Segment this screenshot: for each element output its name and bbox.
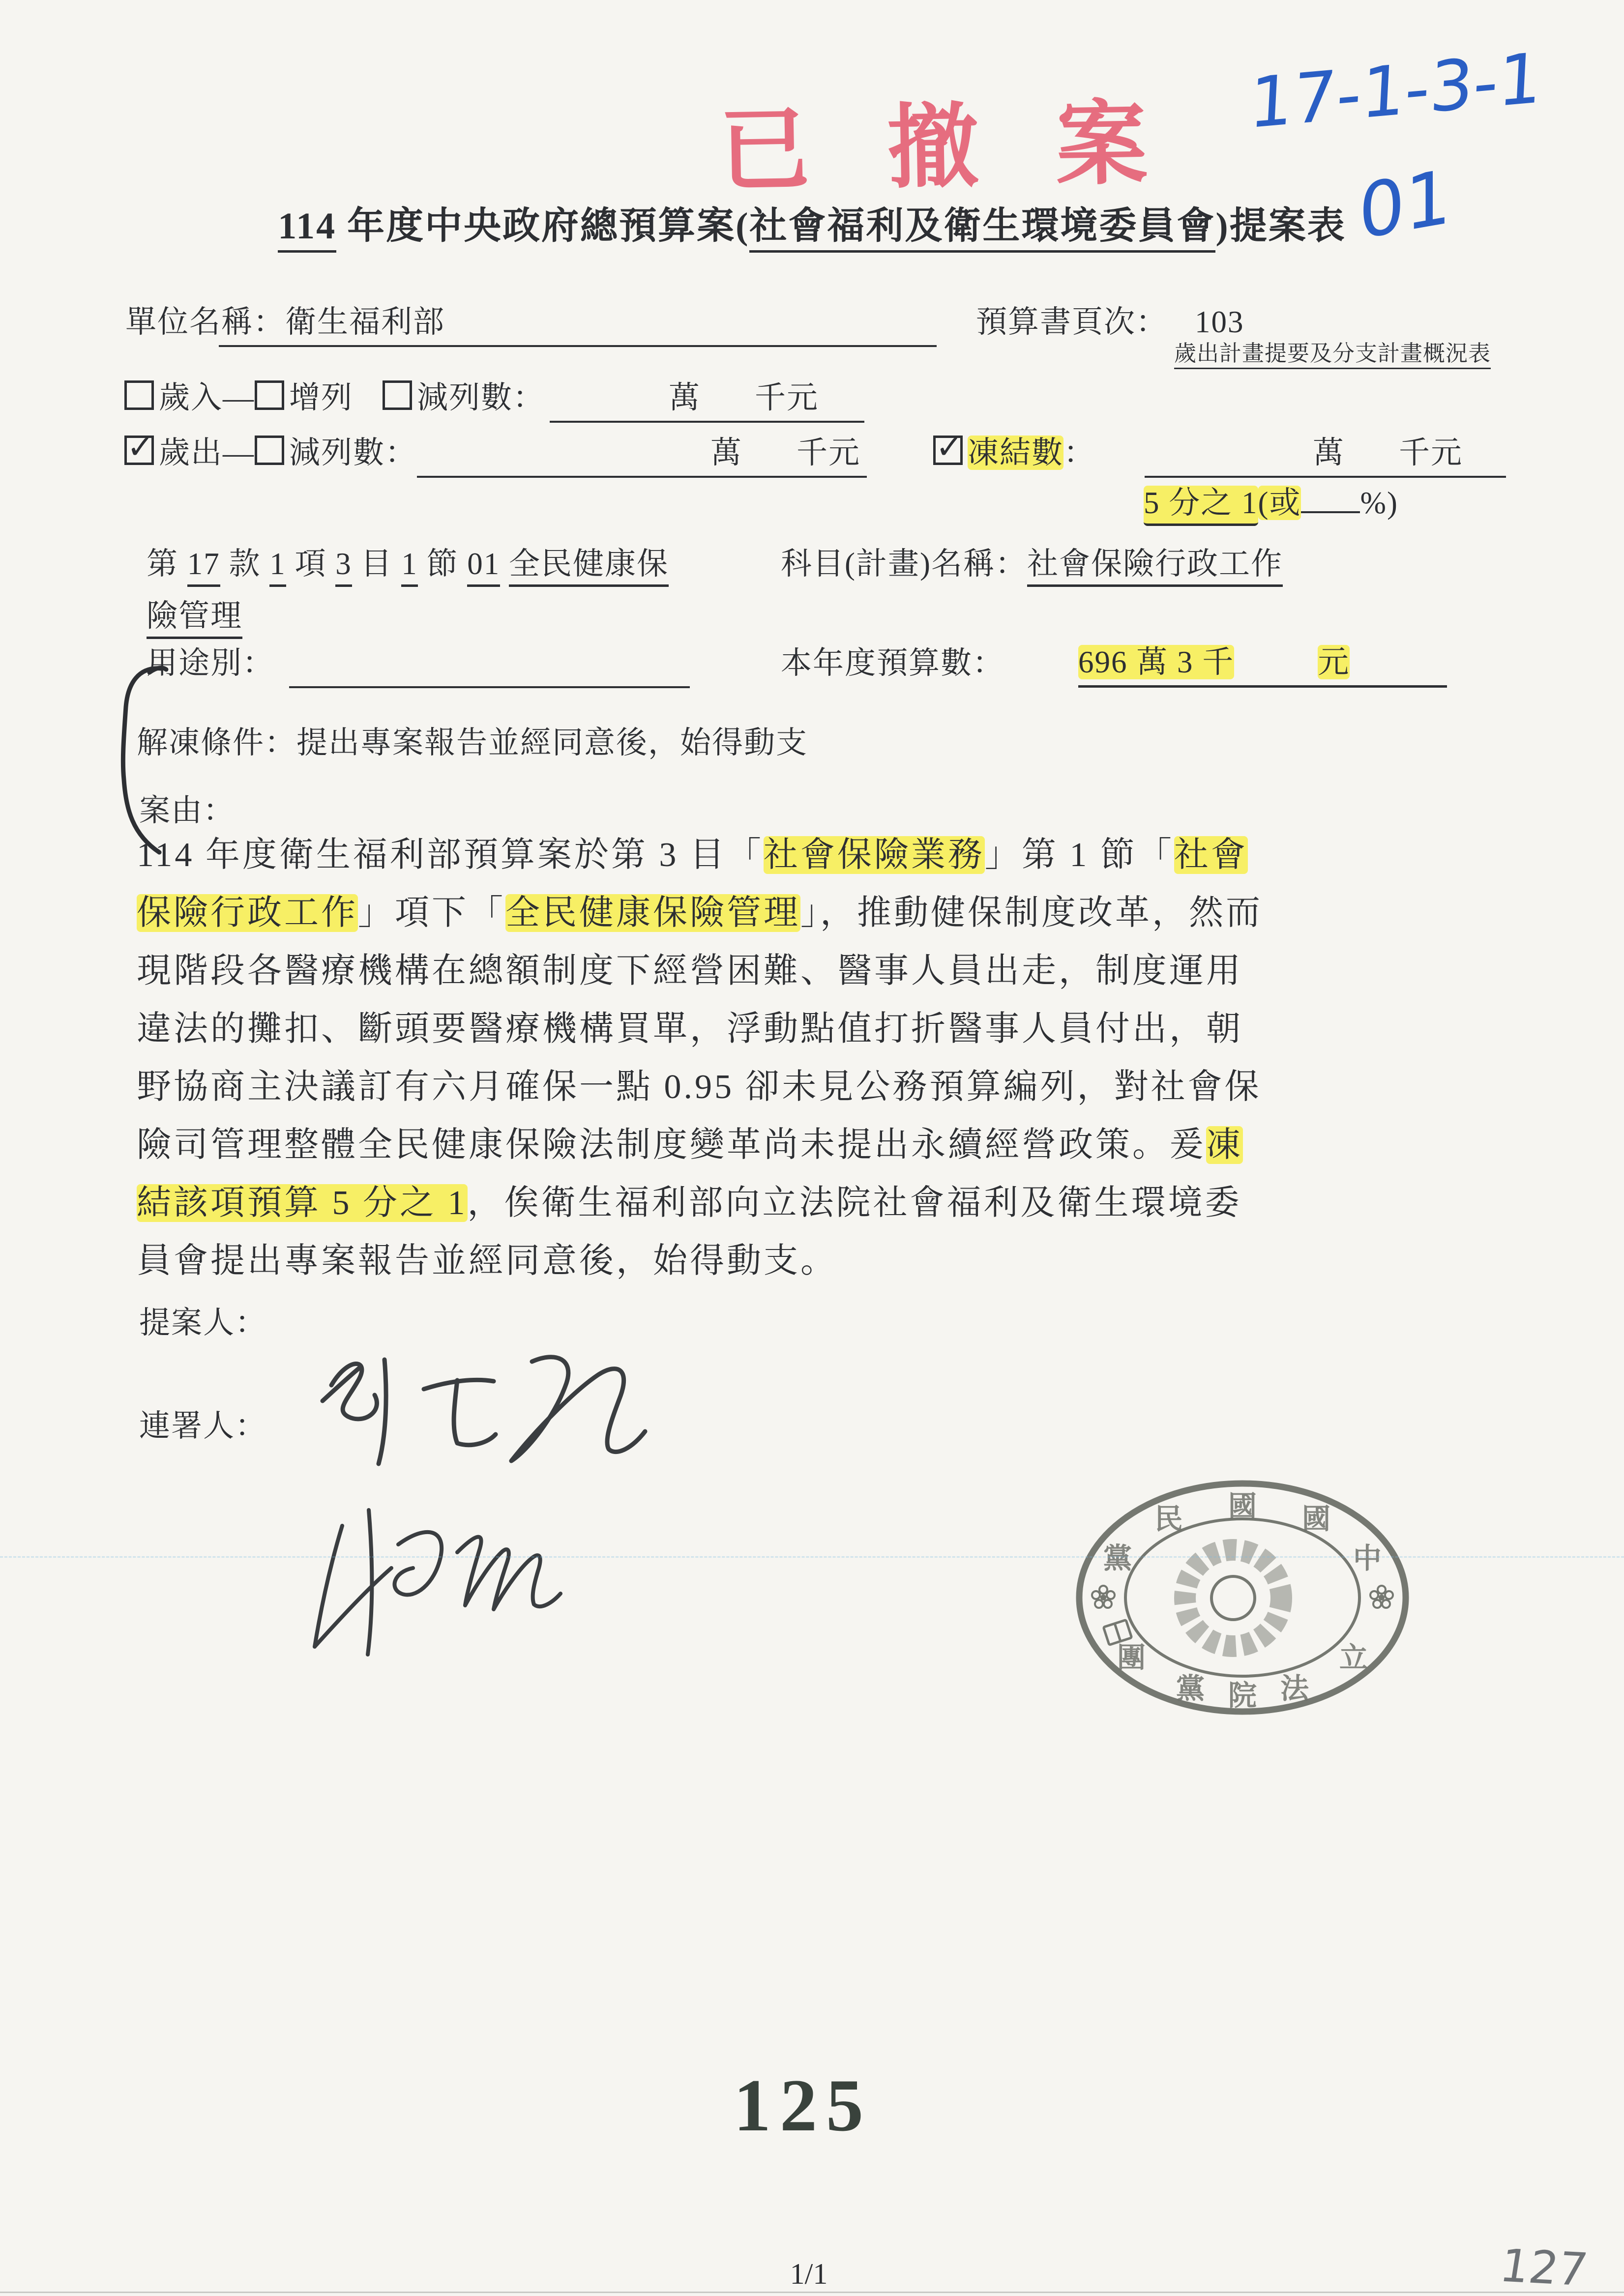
sheet-indicator: 1/1 — [790, 2258, 828, 2290]
unit-qianyuan: 千元 — [755, 380, 819, 415]
seal-char: 國 — [1228, 1490, 1257, 1522]
kmt-caucus-seal — [1070, 1476, 1415, 1719]
page-title — [0, 196, 1624, 249]
checkbox-checked-icon: ✓ — [124, 436, 154, 465]
clause-text: 目 — [352, 547, 402, 581]
seal-char: 中 — [1353, 1542, 1382, 1574]
expenditure-label: 歲出 — [159, 436, 223, 470]
freeze-row — [933, 428, 1095, 472]
proposer-label: 提案人： — [139, 1306, 267, 1340]
unit-name-row — [125, 297, 445, 342]
budget-amount-value — [1078, 637, 1447, 688]
plum-blossom-icon — [1092, 1586, 1115, 1608]
clause-num: 01 — [467, 547, 500, 587]
scan-artifact-line — [0, 1556, 1624, 1558]
case-line: 114 年度衛生福利部預算案於第 3 目「社會保險業務」第 1 節「社會 — [137, 836, 1248, 874]
clause-num: 3 — [335, 547, 352, 587]
budget-amount-number: 696 萬 3 千 — [1078, 645, 1235, 679]
revenue-row — [124, 373, 545, 417]
subject-row — [781, 539, 1283, 583]
clause-item-name: 險管理 — [147, 599, 242, 639]
case-line: 結該項預算 5 分之 1，俟衛生福利部向立法院社會福利及衛生環境委 — [137, 1184, 1242, 1222]
title-year: 114 — [278, 205, 336, 253]
percent-blank-underline — [1301, 484, 1360, 513]
case-line: 違法的攤扣、斷頭要醫療機構買單，浮動點值打折醫事人員付出，朝 — [137, 1010, 1243, 1048]
colon: ： — [1063, 436, 1095, 470]
case-line: 員會提出專案報告並經同意後，始得動支。 — [137, 1242, 837, 1280]
thaw-condition: 解凍條件：提出專案報告並經同意後，始得動支 — [137, 726, 808, 760]
fraction-percent: %) — [1360, 486, 1398, 520]
unit-wan: 萬 — [669, 380, 701, 415]
seal-char: 國 — [1301, 1503, 1331, 1535]
handwritten-filing-code: 17-1-3-1 — [1247, 38, 1544, 145]
seal-char: 立 — [1339, 1642, 1368, 1674]
increase-label: 增列 — [289, 380, 353, 415]
title-mid: 年度中央政府總預算案( — [336, 205, 750, 247]
unit-name-underline — [219, 345, 937, 347]
budget-page-label: 預算書頁次： — [976, 305, 1168, 339]
clause-num: 17 — [187, 547, 220, 587]
freeze-label: 凍結數 — [968, 436, 1063, 470]
clause-row-2 — [147, 591, 242, 636]
revenue-label: 歲入 — [159, 380, 223, 415]
fraction-paren: (或 — [1258, 486, 1301, 520]
subject-label: 科目(計畫)名稱： — [781, 547, 1027, 581]
usage-label: 用途別： — [147, 646, 274, 680]
unit-qianyuan: 千元 — [797, 436, 860, 470]
budget-amount-row — [781, 638, 1004, 683]
checkbox-empty-icon — [124, 380, 154, 410]
usage-underline — [289, 686, 690, 688]
seal-char: 院 — [1228, 1680, 1257, 1712]
expenditure-units — [710, 428, 860, 472]
plum-blossom-icon — [1370, 1586, 1393, 1608]
seal-char: 法 — [1280, 1673, 1309, 1705]
seal-char: 團 — [1117, 1642, 1146, 1674]
seal-char: 黨 — [1176, 1673, 1205, 1705]
clause-text: 款 — [220, 547, 270, 581]
budget-amount-yuan: 元 — [1318, 645, 1350, 679]
case-line: 現階段各醫療機構在總額制度下經營困難、醫事人員出走，制度運用 — [137, 952, 1243, 990]
clause-text: 第 — [147, 547, 187, 581]
unit-wan: 萬 — [1313, 436, 1345, 470]
dash: — — [223, 436, 255, 470]
checkbox-empty-icon — [255, 436, 284, 465]
unit-name-value: 衛生福利部 — [285, 305, 445, 339]
budget-amount-label: 本年度預算數： — [781, 646, 1004, 680]
clause-num: 1 — [401, 547, 418, 587]
freeze-units — [1313, 428, 1463, 472]
revenue-amount-underline — [550, 421, 864, 423]
subject-value: 社會保險行政工作 — [1027, 547, 1283, 587]
handwritten-filing-subcode: 01 — [1358, 153, 1451, 257]
seal-center-emblem — [1185, 1550, 1281, 1646]
scan-edge-line — [0, 2292, 1624, 2293]
budget-page-value: 103 — [1195, 305, 1244, 339]
case-label: 案由： — [139, 793, 235, 828]
unit-wan: 萬 — [710, 436, 742, 470]
checkbox-empty-icon — [255, 380, 284, 410]
title-committee: 社會福利及衛生環境委員會 — [749, 205, 1215, 253]
clause-item-name: 全民健康保 — [509, 547, 669, 587]
fraction-value: 5 分之 1 — [1144, 486, 1258, 526]
page-number-stamp: 125 — [734, 2064, 872, 2147]
case-line: 險司管理整體全民健康保險法制度變革尚未提出永續經營政策。爰凍 — [137, 1126, 1243, 1164]
expenditure-amount-underline — [417, 476, 867, 478]
unit-name-label: 單位名稱： — [125, 305, 285, 339]
expenditure-row — [124, 428, 417, 472]
usage-row — [147, 638, 274, 683]
signature-2 — [295, 1499, 649, 1661]
unit-qianyuan: 千元 — [1399, 436, 1463, 470]
withdrawn-stamp: 已 撤 案 — [718, 93, 1176, 203]
handwritten-page-number: 127 — [1496, 2239, 1591, 2296]
cosigner-label: 連署人： — [139, 1409, 267, 1443]
clause-text: 節 — [417, 547, 468, 581]
case-body — [137, 832, 1508, 1296]
dash: — — [223, 380, 255, 415]
signature-1 — [301, 1342, 743, 1475]
budget-page-note: 歲出計畫提要及分支計畫概況表 — [1174, 335, 1491, 367]
title-suffix: )提案表 — [1215, 205, 1346, 247]
seal-char: 民 — [1154, 1503, 1183, 1535]
checkbox-checked-icon: ✓ — [933, 436, 963, 465]
decrease-label: 減列數： — [417, 380, 545, 415]
checkbox-empty-icon — [383, 380, 412, 410]
decrease-label: 減列數： — [289, 436, 417, 470]
freeze-fraction-row — [1144, 478, 1398, 523]
seal-char: 黨 — [1103, 1542, 1132, 1574]
clause-num: 1 — [269, 547, 286, 587]
case-line: 保險行政工作」項下「全民健康保險管理」，推動健保制度改革，然而 — [137, 894, 1263, 932]
clause-text: 項 — [286, 547, 336, 581]
case-line: 野協商主決議訂有六月確保一點 0.95 卻未見公務預算編列，對社會保 — [137, 1068, 1262, 1106]
clause-row — [147, 539, 669, 583]
revenue-units — [669, 373, 819, 417]
